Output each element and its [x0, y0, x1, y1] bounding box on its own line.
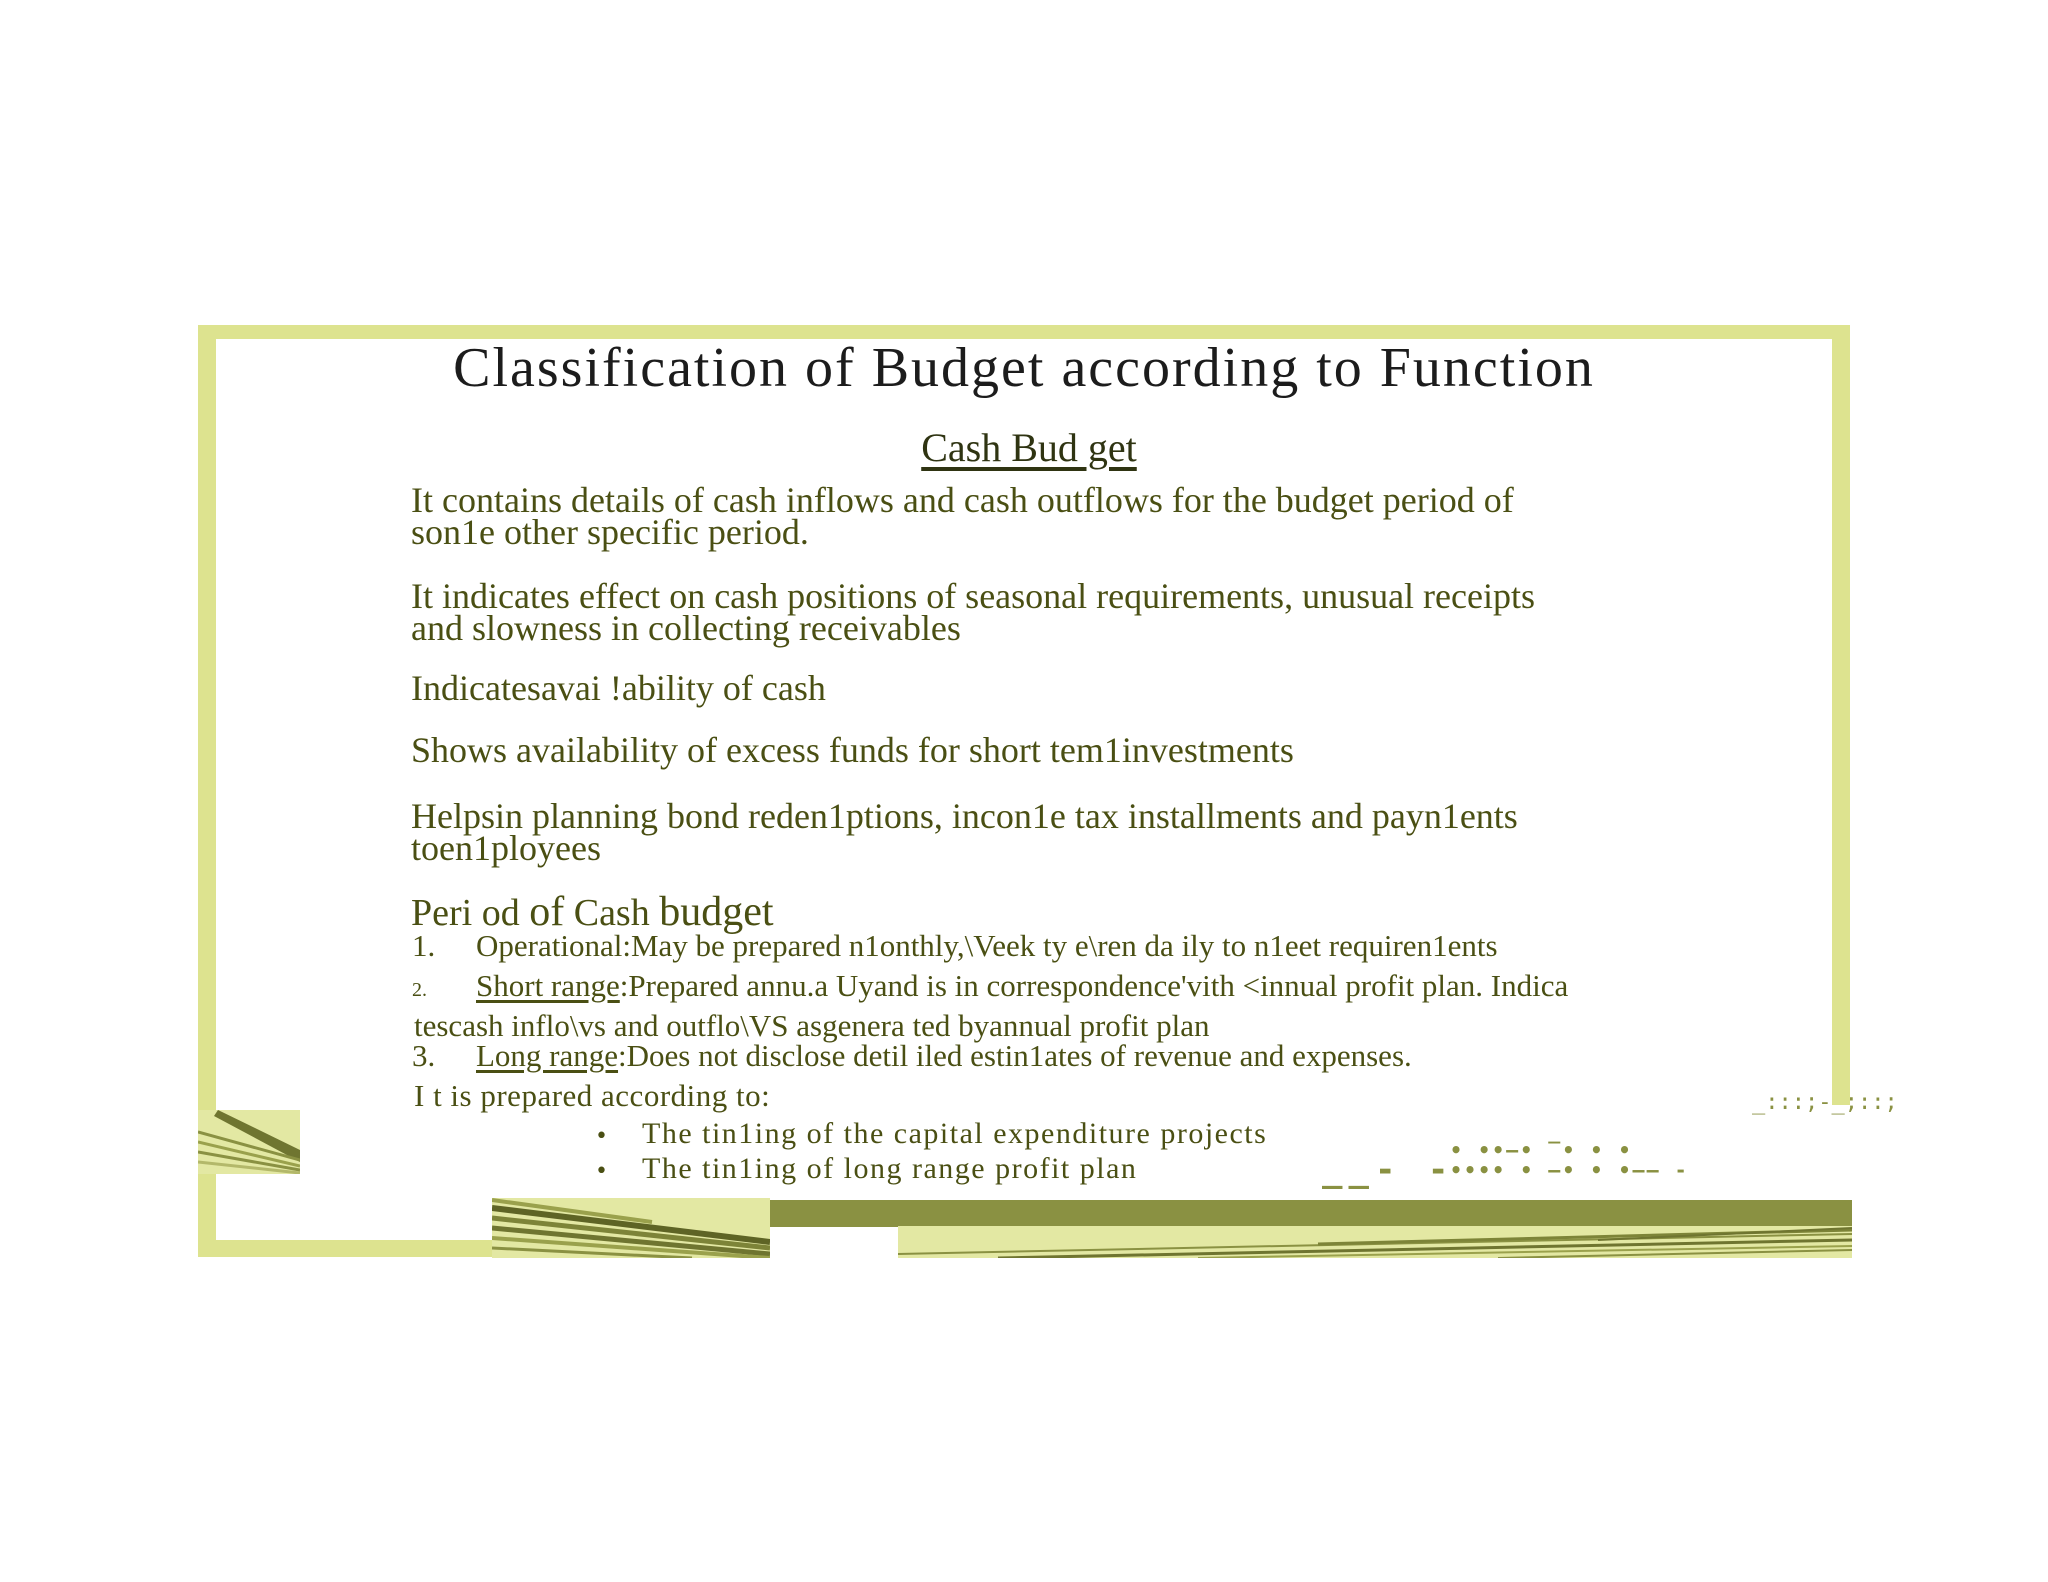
decorative-band [770, 1200, 1852, 1227]
list-number: 2. [412, 979, 427, 1001]
list-label: Long range [476, 1038, 619, 1073]
list-item-continuation: tescash inflo\vs and outflo\VS asgenera ted byannual profit plan [414, 1008, 1210, 1043]
paragraph-line: Indicatesavai !ability of cash [411, 668, 826, 708]
paragraph [411, 668, 826, 708]
period-heading-part: of [529, 889, 565, 935]
paragraph [411, 730, 1294, 770]
period-heading-part: budget [659, 889, 774, 935]
paragraph [411, 576, 1535, 648]
list-label: Operational [476, 928, 623, 963]
scan-artifact-line: • ••—• ‾• • • [1450, 1138, 1633, 1162]
slide-title: Classification of Budget according to Function [453, 337, 1595, 399]
section-heading: Cash Bud get [921, 425, 1137, 470]
bullet-text: The tin1ing of long range profit plan [642, 1152, 1138, 1185]
period-heading-part: Peri od [411, 892, 530, 934]
bullet-icon: • [595, 1123, 610, 1149]
frame-bottom-border [198, 1240, 493, 1257]
prepared-intro: I t is prepared according to: [414, 1078, 771, 1113]
decorative-stripes-right [898, 1226, 1852, 1258]
list-label: Short range [476, 968, 620, 1003]
decorative-stripes-left [198, 1110, 300, 1174]
bullet-icon: • [595, 1158, 610, 1184]
list-number: 3. [412, 1038, 436, 1073]
bullet-item [595, 1152, 1137, 1186]
list-item [412, 968, 1568, 1004]
paragraph-line: It indicates effect on cash positions of seasonal requirements, unusual receipts [411, 576, 1535, 616]
list-text: :Prepared annu.a Uyand is in correspondence'vith <innual profit plan. Indica [619, 968, 1569, 1003]
scan-artifact [1450, 1140, 1689, 1180]
paragraph-line: and slowness in collecting receivables [411, 608, 961, 648]
list-text: :May be prepared n1onthly,\Veek ty e\ren da ily to n1eet requiren1ents [622, 928, 1498, 963]
bullet-item [595, 1117, 1267, 1151]
paragraph-line: Shows availability of excess funds for short tem1investments [411, 730, 1294, 770]
scan-artifact: _:::;-_;::; [1752, 1090, 1898, 1115]
paragraph-line: It contains details of cash inflows and cash outflows for the budget period of [411, 480, 1514, 520]
bullet-text: The tin1ing of the capital expenditure projects [642, 1117, 1268, 1150]
scan-artifact: __- - [1322, 1150, 1455, 1190]
paragraph [411, 480, 1514, 552]
list-item [412, 928, 1498, 964]
decorative-stripes-center [492, 1198, 770, 1258]
list-number: 1. [412, 928, 436, 963]
list-text: :Does not disclose detil iled estin1ates of revenue and expenses. [618, 1038, 1412, 1073]
paragraph [411, 796, 1518, 868]
paragraph-line: Helpsin planning bond reden1ptions, incon1e tax installments and payn1ents [411, 796, 1518, 836]
paragraph-line: son1e other specific period. [411, 512, 809, 552]
period-heading-part: Cash [564, 892, 660, 934]
list-item [412, 1038, 1412, 1074]
paragraph-line: toen1ployees [411, 828, 601, 868]
scan-artifact-line: •••• • —• • •—— - [1450, 1158, 1689, 1182]
